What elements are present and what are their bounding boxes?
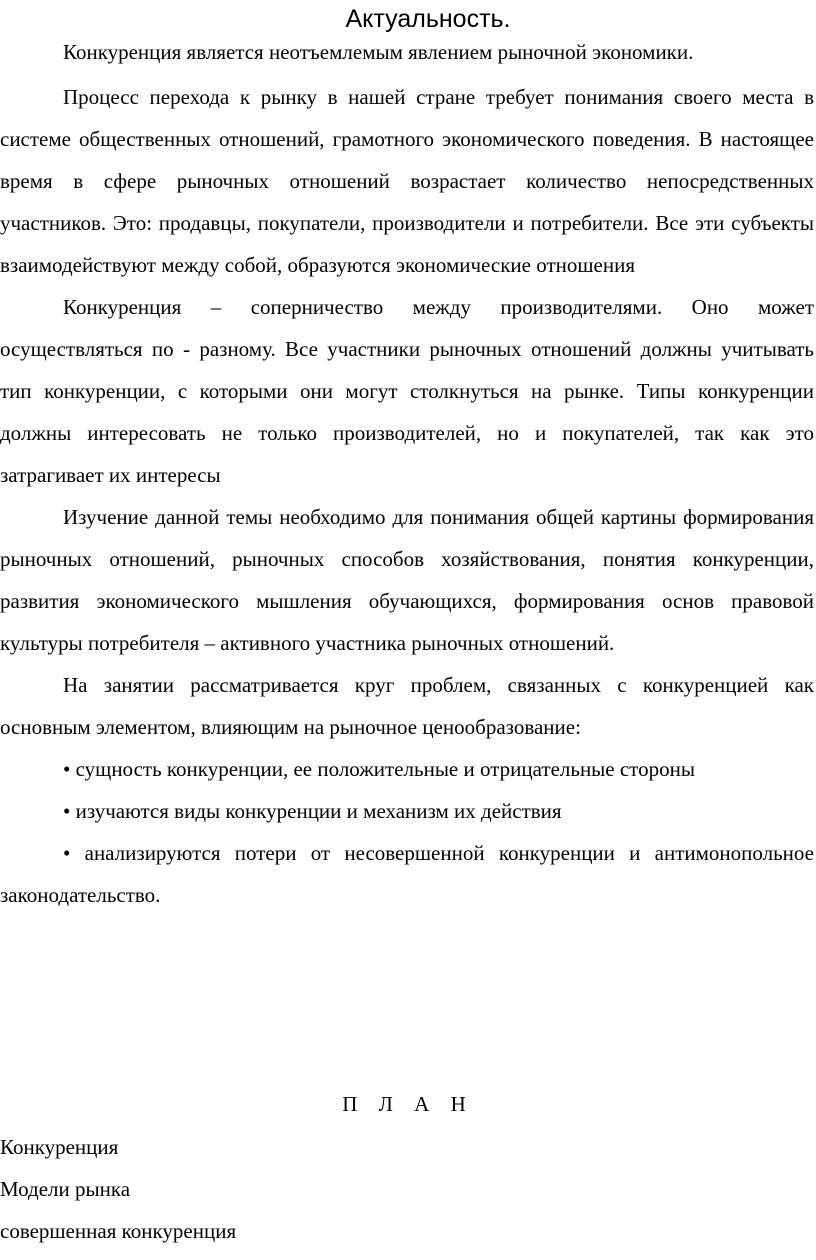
plan-item: совершенная конкуренция (0, 1219, 237, 1243)
paragraph-competition-definition: Конкуренция – соперничество между производителями. Оно может осуществляться по - разному. Все участники рыночных отношений должны учитывать тип конкуренции, с которыми они могут столкнуться на рынке. Типы конкуренции должны интересовать не только производителей, но и покупателей, так как это затрагивает их интересы (0, 295, 814, 487)
document-body (0, 34, 814, 916)
bullet-text: изучаются виды конкуренции и механизм их действия (70, 799, 562, 823)
bullet-item (0, 748, 814, 790)
plan-item: Модели рынка (0, 1177, 131, 1201)
bullet-marker: • (63, 799, 71, 823)
plan-heading: П Л А Н (342, 1092, 474, 1116)
bullet-marker: • (63, 757, 76, 781)
paragraph-intro: Конкуренция является неотъемлемым явлением рыночной экономики. (63, 40, 694, 64)
bullet-text: сущность конкуренции, ее положительные и отрицательные стороны (75, 757, 695, 781)
bullet-item (0, 790, 814, 832)
paragraph-market-transition: Процесс перехода к рынку в нашей стране требует понимания своего места в системе общественных отношений, грамотного экономического поведения. В настоящее время в сфере рыночных отношений возрастает количество непосредственных участников. Это: продавцы, покупатели, производители и потребители. Все эти субъекты взаимодействуют между собой, образуются экономические отношения (0, 85, 814, 277)
bullet-item (0, 832, 814, 916)
page-title: Актуальность. (345, 5, 511, 33)
paragraph-topic-study: Изучение данной темы необходимо для понимания общей картины формирования рыночных отношений, рыночных способов хозяйствования, понятия конкуренции, развития экономического мышления обучающихся, формирования основ правовой культуры потребителя – активного участника рыночных отношений. (0, 505, 814, 655)
plan-item: Конкуренция (0, 1135, 119, 1159)
paragraph-lesson-problems: На занятии рассматривается круг проблем, связанных с конкуренцией как основным элементом, влияющим на рыночное ценообразование: (0, 673, 814, 739)
bullet-text: анализируются потери от несовершенной конкуренции и антимонопольное законодательство. (0, 841, 814, 907)
plan-list (0, 1126, 816, 1252)
bullet-marker: • (63, 841, 71, 865)
